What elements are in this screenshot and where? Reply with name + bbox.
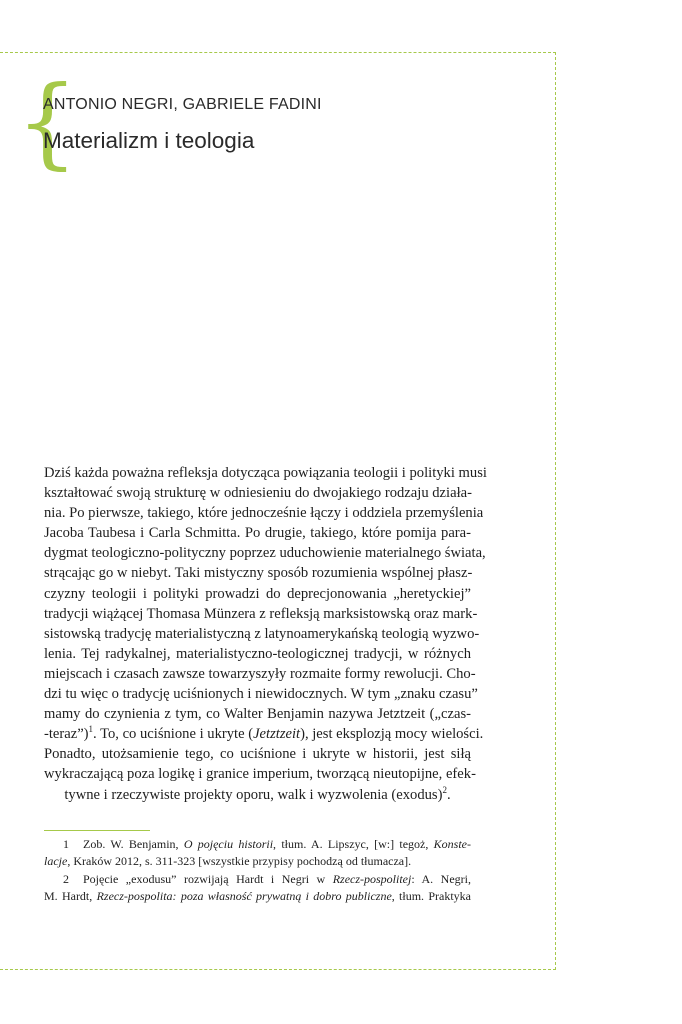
- page-frame-top-border: [0, 52, 556, 53]
- body-line: lenia. Tej radykalnej, materialistyczno-teologicznej tradycji, w różnych: [44, 645, 471, 662]
- body-line: nia. Po pierwsze, takiego, które jednocześnie łączy i oddziela przemyślenia: [44, 505, 484, 522]
- body-line: dygmat teologiczno-polityczny poprzez uduchowienie materialnego świata,: [44, 545, 486, 562]
- footnote-1: [44, 836, 471, 853]
- footnote-2: [44, 871, 471, 888]
- page-frame-bottom-border: [0, 969, 556, 970]
- body-line: [44, 724, 484, 744]
- body-paragraph: [44, 463, 487, 805]
- body-line: dzi tu więc o tradycję uciśnionych i niewidocznych. W tym „znaku czasu”: [44, 686, 478, 703]
- body-text-run: . To, co uciśnione i ukryte (: [93, 726, 254, 743]
- page-frame-right-border: [555, 52, 556, 970]
- footnote-text: , Kraków 2012, s. 311-323 [wszystkie przypisy pochodzą od tłumacza].: [67, 854, 412, 869]
- footnote-number: 2: [63, 871, 69, 886]
- footnote-ref-1: 1: [88, 724, 94, 735]
- footnote-text: Zob. W. Benjamin,: [83, 837, 184, 851]
- footnote-italic: Rzecz-pospolitej: [332, 871, 412, 886]
- body-text-run: -teraz”): [44, 726, 89, 743]
- footnote-ref-2: 2: [442, 784, 447, 795]
- footnote-italic: lacje: [44, 854, 68, 869]
- footnote-italic: Rzecz-pospolita: poza własność prywatną i dobro publiczne: [96, 889, 392, 904]
- italic-term: Jetztzeit: [253, 726, 301, 743]
- body-line: mamy do czynienia z tym, co Walter Benjamin nazywa Jetztzeit („czas-: [44, 706, 471, 723]
- footnotes: [44, 836, 471, 906]
- footnote-text: : A. Negri,: [411, 871, 471, 886]
- footnote-separator: [44, 830, 150, 831]
- body-text-run: tywne i rzeczywiste projekty oporu, walk i wyzwolenia (exodus): [64, 786, 443, 803]
- body-line: miejscach i czasach zawsze towarzyszyły rozmaite formy rewolucji. Cho-: [44, 665, 476, 682]
- footnote-text: Pojęcie „exodusu” rozwijają Hardt i Negri w: [83, 871, 333, 886]
- body-line-last: [44, 785, 471, 805]
- body-line: czyzny teologii i polityki prowadzi do deprecjonowania „heretyckiej”: [44, 585, 471, 602]
- chapter-authors: ANTONIO NEGRI, GABRIELE FADINI: [43, 96, 322, 113]
- footnote-italic: O pojęciu historii: [183, 837, 274, 851]
- footnote-text: , tłum. A. Lipszyc, [w:] tegoż,: [273, 837, 434, 851]
- body-line: Dziś każda poważna refleksja dotycząca powiązania teologii i polityki musi: [44, 465, 487, 481]
- footnote-number: 1: [63, 837, 69, 851]
- footnote-2-cont: [44, 888, 471, 905]
- body-line: tradycji wiążącej Thomasa Münzera z refleksją marksistowską oraz mark-: [44, 605, 478, 622]
- chapter-title: Materializm i teologia: [43, 128, 255, 153]
- body-line: Ponadto, utożsamienie tego, co uciśnione i ukryte w historii, jest siłą: [44, 746, 471, 763]
- body-line: wykraczającą poza logikę i granice imperium, tworzącą nieutopijne, efek-: [44, 766, 476, 783]
- curly-brace-ornament: {: [16, 66, 79, 180]
- footnote-text: , tłum. Praktyka: [391, 889, 471, 904]
- body-text-run: .: [446, 786, 451, 803]
- body-line: kształtować swoją strukturę w odniesieniu do dwojakiego rodzaju działa-: [44, 485, 472, 502]
- body-line: strącając go w niebyt. Taki mistyczny sposób rozumienia wspólnej płasz-: [44, 565, 473, 582]
- body-line: Jacoba Taubesa i Carla Schmitta. Po drugie, takiego, które pomija para-: [44, 525, 471, 542]
- footnote-text: M. Hardt,: [44, 889, 97, 904]
- footnote-italic: Konste-: [433, 837, 471, 851]
- footnote-1-cont: [44, 853, 471, 870]
- body-text-run: ), jest eksplozją mocy wielości.: [300, 726, 484, 743]
- body-line: sistowską tradycję materialistyczną z latynoamerykańską teologią wyzwo-: [44, 625, 480, 642]
